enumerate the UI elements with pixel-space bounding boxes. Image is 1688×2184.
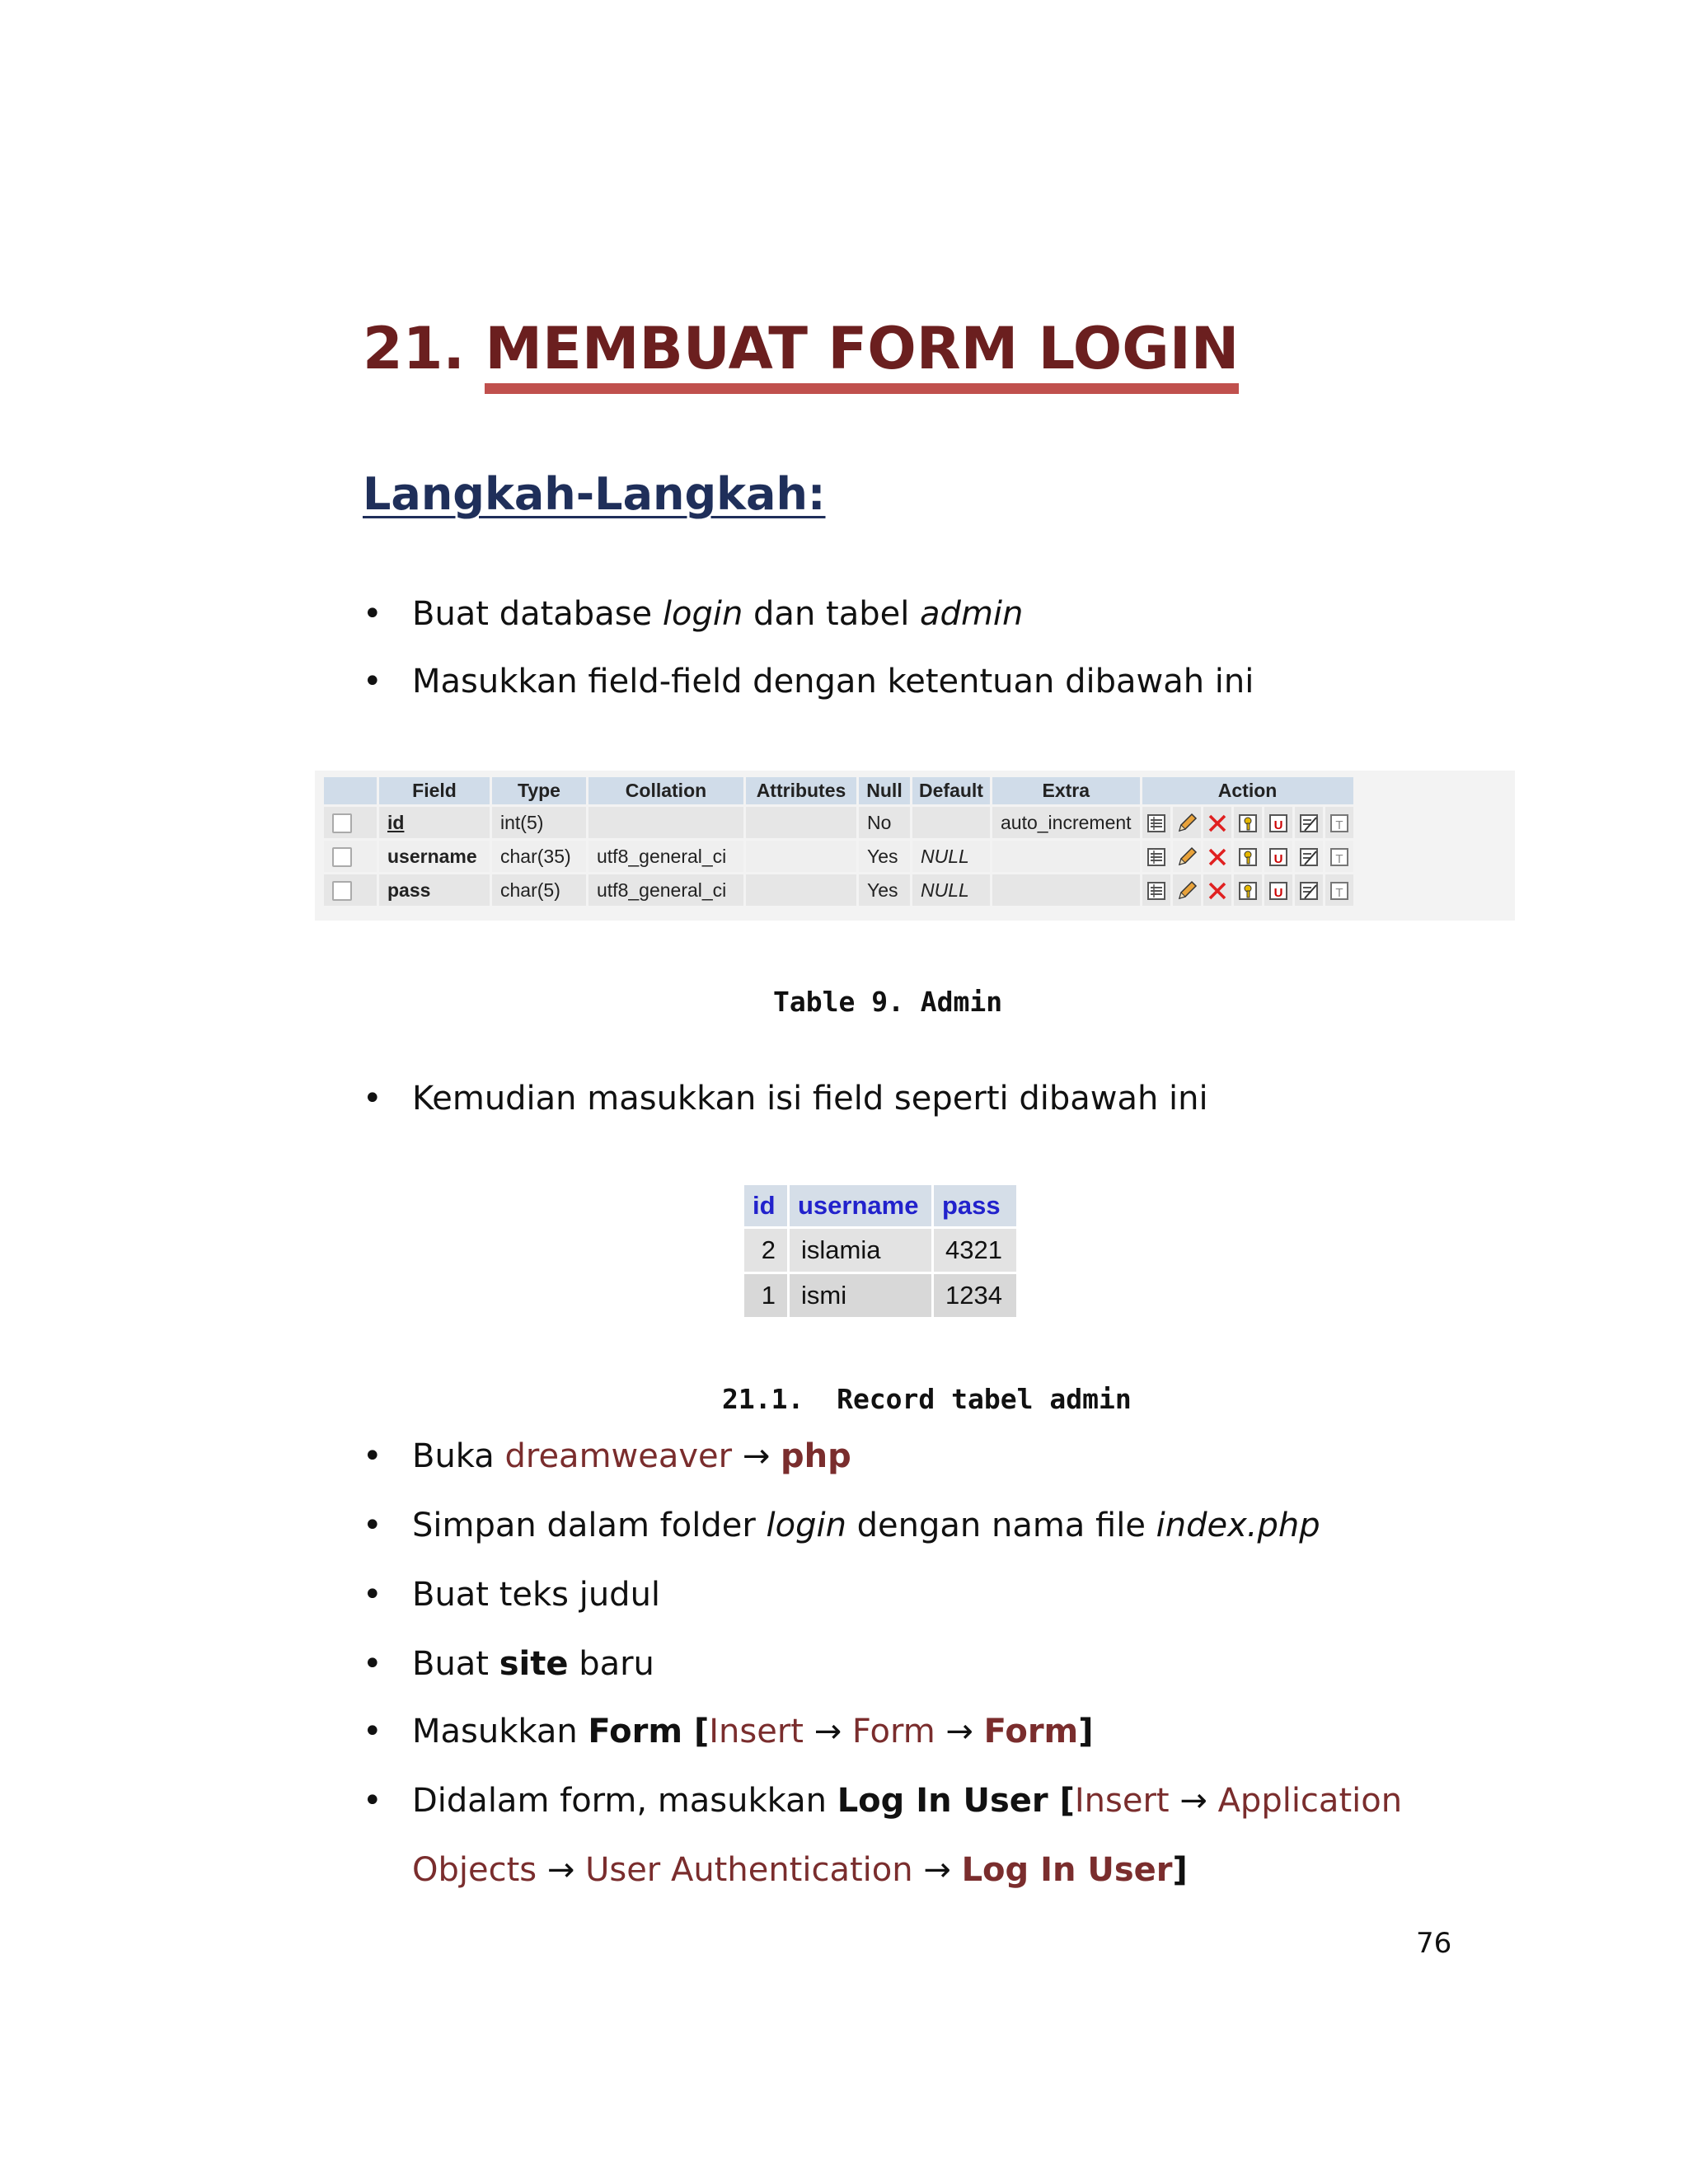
field-attributes xyxy=(746,807,856,838)
table-row xyxy=(744,1229,1016,1272)
bullet-text: Buat site baru xyxy=(412,1645,654,1683)
field-collation: utf8_general_ci xyxy=(588,874,743,906)
bullet-dot: • xyxy=(363,1437,382,1475)
structure-table xyxy=(321,775,1356,908)
bullet-text: Simpan dalam folder login dengan nama file index.php xyxy=(412,1507,1320,1544)
record-username: islamia xyxy=(790,1229,931,1272)
field-name[interactable]: id xyxy=(379,807,490,838)
bullet-dot: • xyxy=(363,1507,382,1544)
field-null: No xyxy=(859,807,910,838)
index-icon[interactable] xyxy=(1295,807,1323,838)
bullet-dot: • xyxy=(363,595,382,633)
field-collation xyxy=(588,807,743,838)
column-header[interactable]: Attributes xyxy=(746,777,856,804)
bullet-text: Masukkan field-field dengan ketentuan dibawah ini xyxy=(412,663,1254,701)
field-type: int(5) xyxy=(492,807,586,838)
svg-text:U: U xyxy=(1273,851,1282,866)
table-row xyxy=(744,1274,1016,1317)
unique-icon[interactable] xyxy=(1264,807,1292,838)
index-icon[interactable] xyxy=(1295,874,1323,906)
bullet-text: Objects → User Authentication → Log In User] xyxy=(412,1851,1188,1889)
primary-key-icon[interactable] xyxy=(1234,807,1262,838)
primary-key-icon[interactable] xyxy=(1234,841,1262,872)
delete-x-icon[interactable] xyxy=(1203,841,1231,872)
browse-icon[interactable] xyxy=(1142,807,1170,838)
field-extra xyxy=(992,841,1140,872)
delete-x-icon[interactable] xyxy=(1203,874,1231,906)
field-attributes xyxy=(746,841,856,872)
browse-icon[interactable] xyxy=(1142,874,1170,906)
svg-text:U: U xyxy=(1273,818,1282,832)
select-column-header xyxy=(324,777,377,804)
svg-text:U: U xyxy=(1273,885,1282,900)
table-row xyxy=(324,874,1353,906)
index-icon[interactable] xyxy=(1295,841,1323,872)
svg-text:T: T xyxy=(1334,885,1343,900)
table-row xyxy=(324,807,1353,838)
field-type: char(5) xyxy=(492,874,586,906)
delete-x-icon[interactable] xyxy=(1203,807,1231,838)
records-table xyxy=(742,1183,1019,1319)
bullet-text: Buka dreamweaver → php xyxy=(412,1437,851,1475)
edit-pencil-icon[interactable] xyxy=(1173,841,1201,872)
page-number: 76 xyxy=(1416,1927,1452,1960)
chapter-title xyxy=(363,315,1239,382)
unique-icon[interactable] xyxy=(1264,841,1292,872)
bullet-dot: • xyxy=(363,1080,382,1118)
primary-key-icon[interactable] xyxy=(1234,874,1262,906)
field-collation: utf8_general_ci xyxy=(588,841,743,872)
field-default: NULL xyxy=(912,841,990,872)
row-checkbox[interactable] xyxy=(324,807,377,838)
steps-heading: Langkah-Langkah: xyxy=(363,468,826,520)
column-header[interactable]: Collation xyxy=(588,777,743,804)
column-header[interactable]: id xyxy=(744,1185,787,1226)
field-null: Yes xyxy=(859,841,910,872)
chapter-number: 21. xyxy=(363,315,466,382)
row-checkbox[interactable] xyxy=(324,874,377,906)
edit-pencil-icon[interactable] xyxy=(1173,807,1201,838)
field-extra xyxy=(992,874,1140,906)
field-extra: auto_increment xyxy=(992,807,1140,838)
record-pass: 1234 xyxy=(934,1274,1016,1317)
bullet-dot: • xyxy=(363,1576,382,1614)
fulltext-icon[interactable] xyxy=(1325,841,1353,872)
field-null: Yes xyxy=(859,874,910,906)
fulltext-icon[interactable] xyxy=(1325,874,1353,906)
field-name[interactable]: pass xyxy=(379,874,490,906)
column-header: Action xyxy=(1142,777,1353,804)
bullet-text: Buat database login dan tabel admin xyxy=(412,595,1024,633)
column-header[interactable]: Type xyxy=(492,777,586,804)
svg-text:T: T xyxy=(1334,818,1343,832)
browse-icon[interactable] xyxy=(1142,841,1170,872)
unique-icon[interactable] xyxy=(1264,874,1292,906)
record-pass: 4321 xyxy=(934,1229,1016,1272)
chapter-title-text: MEMBUAT FORM LOGIN xyxy=(485,315,1240,382)
record-id: 2 xyxy=(744,1229,787,1272)
column-header[interactable]: Null xyxy=(859,777,910,804)
bullet-text: Masukkan Form [Insert → Form → Form] xyxy=(412,1713,1094,1750)
table-row xyxy=(324,841,1353,872)
row-checkbox[interactable] xyxy=(324,841,377,872)
column-header[interactable]: username xyxy=(790,1185,931,1226)
field-type: char(35) xyxy=(492,841,586,872)
bullet-text: Buat teks judul xyxy=(412,1576,661,1614)
column-header[interactable]: Extra xyxy=(992,777,1140,804)
table-caption: Table 9. Admin xyxy=(773,986,1003,1018)
record-id: 1 xyxy=(744,1274,787,1317)
field-default: NULL xyxy=(912,874,990,906)
fulltext-icon[interactable] xyxy=(1325,807,1353,838)
column-header[interactable]: pass xyxy=(934,1185,1016,1226)
table-caption: 21.1. Record tabel admin xyxy=(722,1383,1132,1415)
column-header[interactable]: Field xyxy=(379,777,490,804)
field-attributes xyxy=(746,874,856,906)
bullet-text: Didalam form, masukkan Log In User [Insert → Application xyxy=(412,1782,1403,1820)
column-header[interactable]: Default xyxy=(912,777,990,804)
bullet-text: Kemudian masukkan isi field seperti dibawah ini xyxy=(412,1080,1208,1118)
bullet-dot: • xyxy=(363,1713,382,1750)
bullet-dot: • xyxy=(363,1782,382,1820)
field-name[interactable]: username xyxy=(379,841,490,872)
bullet-dot: • xyxy=(363,663,382,701)
bullet-dot: • xyxy=(363,1645,382,1683)
record-username: ismi xyxy=(790,1274,931,1317)
structure-table-screenshot xyxy=(315,771,1515,921)
field-default xyxy=(912,807,990,838)
edit-pencil-icon[interactable] xyxy=(1173,874,1201,906)
svg-text:T: T xyxy=(1334,851,1343,866)
